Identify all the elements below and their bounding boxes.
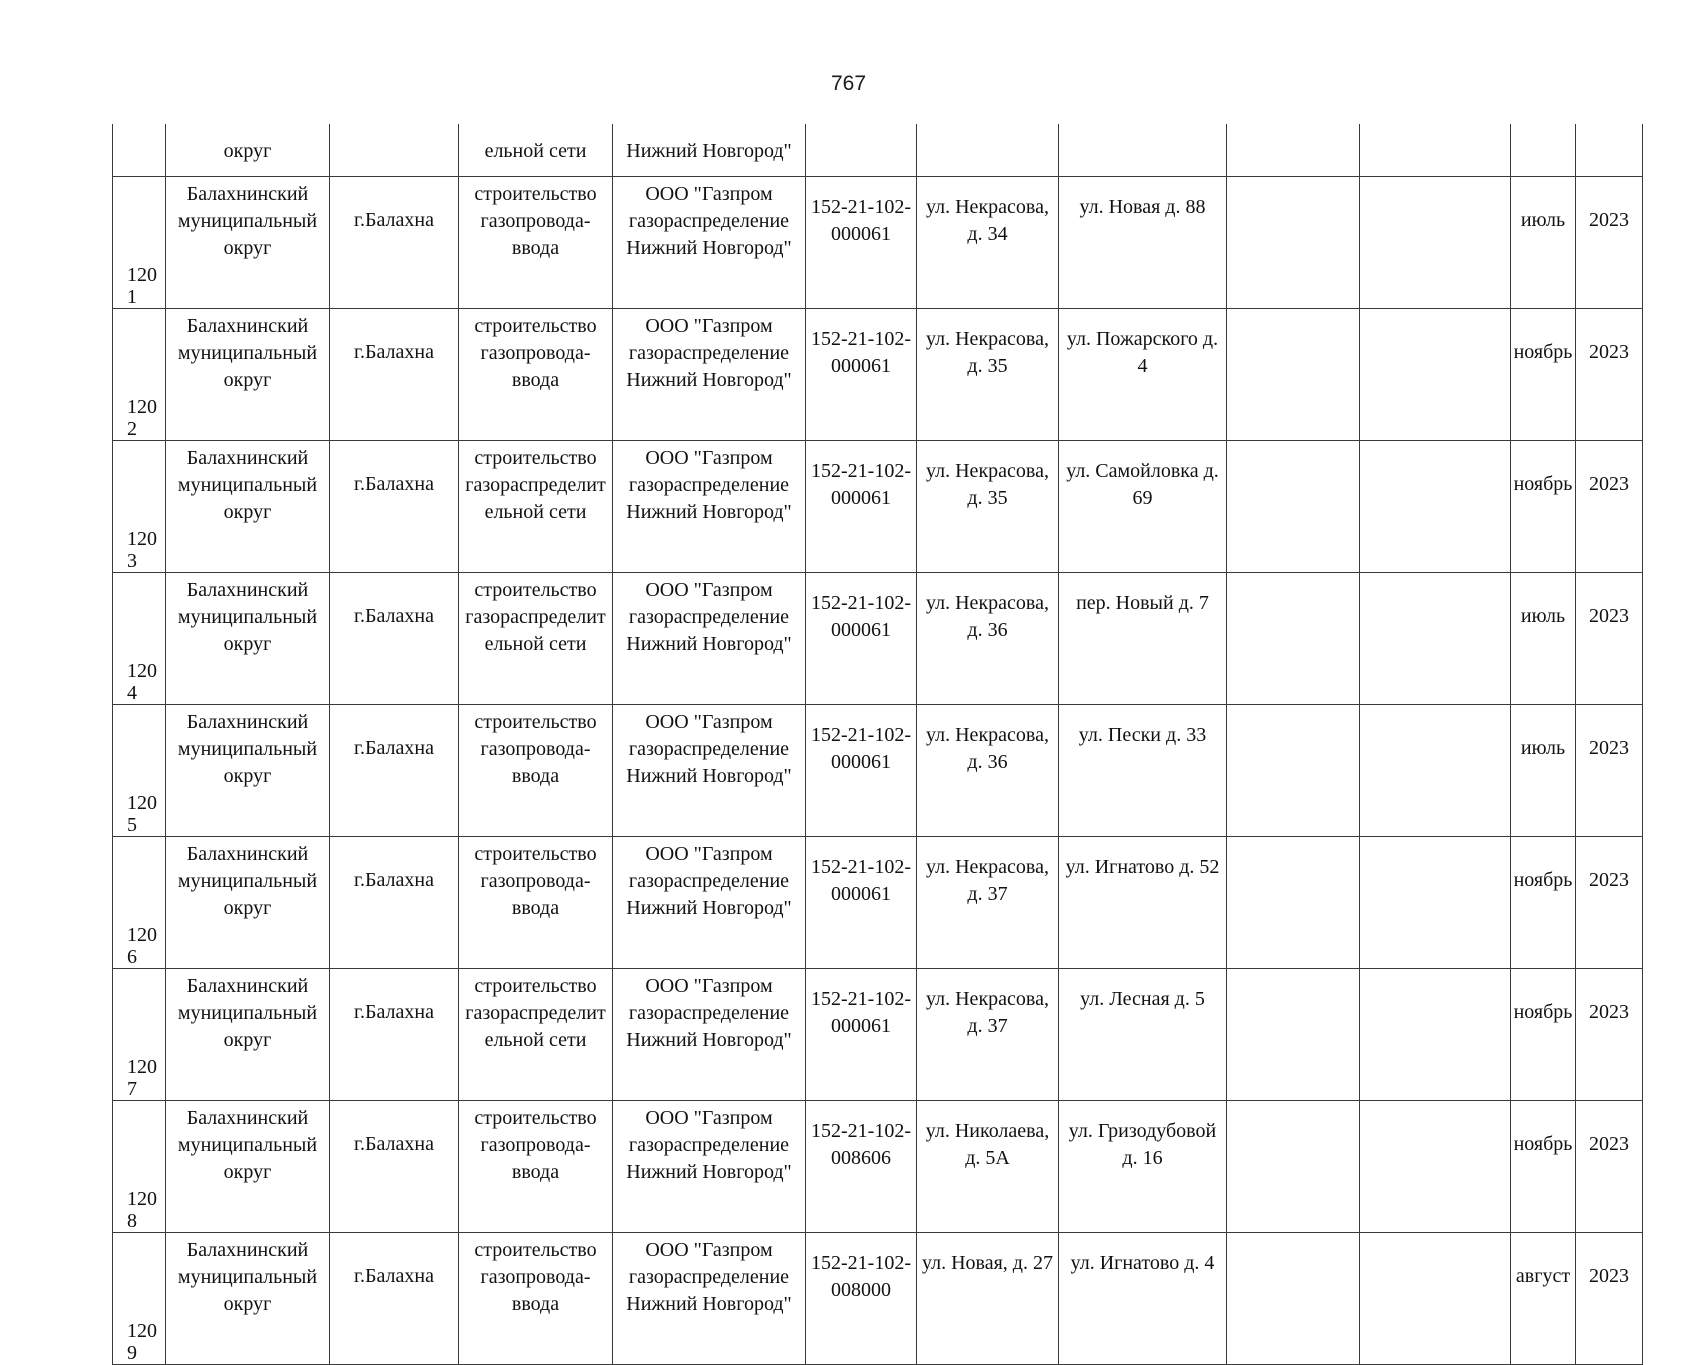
continuation-row	[113, 124, 1643, 177]
row-number-cell: 1207	[113, 969, 166, 1101]
district-cell: Балахнинский муниципальный округ	[166, 1101, 330, 1233]
organization-cell: ООО "Газпром газораспределение Нижний Новгород"	[613, 177, 806, 309]
blank-cell	[1360, 177, 1511, 309]
blank-cell	[1227, 441, 1360, 573]
month-cell: июль	[1511, 705, 1576, 837]
table-row	[113, 837, 1643, 969]
object-code-cell: 152-21-102- 008606	[806, 1101, 917, 1233]
month-cell: ноябрь	[1511, 969, 1576, 1101]
blank-cell	[1360, 1101, 1511, 1233]
continuation-street-to-cell	[1059, 124, 1227, 177]
street-to-cell: ул. Гризодубовой д. 16	[1059, 1101, 1227, 1233]
continuation-month-cell	[1511, 124, 1576, 177]
blank-cell	[1360, 309, 1511, 441]
work-type-cell: строительство газопровода- ввода	[459, 1101, 613, 1233]
blank-cell	[1227, 309, 1360, 441]
object-code-cell: 152-21-102- 008000	[806, 1233, 917, 1365]
continuation-num-cell	[113, 124, 166, 177]
district-cell: Балахнинский муниципальный округ	[166, 573, 330, 705]
work-type-cell: строительство газораспределит ельной сети	[459, 441, 613, 573]
table-row	[113, 573, 1643, 705]
year-cell: 2023	[1576, 177, 1643, 309]
street-from-cell: ул. Некрасова, д. 35	[917, 309, 1059, 441]
page-number: 767	[830, 72, 867, 95]
street-to-cell: ул. Игнатово д. 52	[1059, 837, 1227, 969]
object-code-cell: 152-21-102- 000061	[806, 837, 917, 969]
blank-cell	[1227, 837, 1360, 969]
object-code-cell: 152-21-102- 000061	[806, 969, 917, 1101]
street-from-cell: ул. Некрасова, д. 37	[917, 837, 1059, 969]
year-cell: 2023	[1576, 837, 1643, 969]
organization-cell: ООО "Газпром газораспределение Нижний Новгород"	[613, 705, 806, 837]
year-cell: 2023	[1576, 969, 1643, 1101]
settlement-cell: г.Балахна	[330, 441, 459, 573]
table-row	[113, 309, 1643, 441]
work-type-cell: строительство газораспределит ельной сети	[459, 573, 613, 705]
settlement-cell: г.Балахна	[330, 969, 459, 1101]
month-cell: август	[1511, 1233, 1576, 1365]
year-cell: 2023	[1576, 1101, 1643, 1233]
work-type-cell: строительство газопровода- ввода	[459, 705, 613, 837]
object-code-cell: 152-21-102- 000061	[806, 177, 917, 309]
object-code-cell: 152-21-102- 000061	[806, 441, 917, 573]
district-cell: Балахнинский муниципальный округ	[166, 441, 330, 573]
blank-cell	[1360, 969, 1511, 1101]
blank-cell	[1360, 1233, 1511, 1365]
continuation-blank-cell	[1227, 124, 1360, 177]
table-body	[113, 124, 1643, 1365]
year-cell: 2023	[1576, 573, 1643, 705]
blank-cell	[1227, 1101, 1360, 1233]
continuation-work-type-cell: ельной сети	[459, 124, 613, 177]
settlement-cell: г.Балахна	[330, 1101, 459, 1233]
organization-cell: ООО "Газпром газораспределение Нижний Новгород"	[613, 309, 806, 441]
street-from-cell: ул. Некрасова, д. 36	[917, 705, 1059, 837]
organization-cell: ООО "Газпром газораспределение Нижний Новгород"	[613, 837, 806, 969]
street-from-cell: ул. Некрасова, д. 37	[917, 969, 1059, 1101]
continuation-blank-cell	[1360, 124, 1511, 177]
table-row	[113, 441, 1643, 573]
settlement-cell: г.Балахна	[330, 309, 459, 441]
table-row	[113, 969, 1643, 1101]
row-number-cell: 1203	[113, 441, 166, 573]
street-from-cell: ул. Новая, д. 27	[917, 1233, 1059, 1365]
street-from-cell: ул. Николаева, д. 5А	[917, 1101, 1059, 1233]
work-type-cell: строительство газопровода- ввода	[459, 309, 613, 441]
blank-cell	[1360, 573, 1511, 705]
year-cell: 2023	[1576, 441, 1643, 573]
month-cell: июль	[1511, 177, 1576, 309]
table-row	[113, 1233, 1643, 1365]
month-cell: ноябрь	[1511, 309, 1576, 441]
row-number-cell: 1204	[113, 573, 166, 705]
object-code-cell: 152-21-102- 000061	[806, 705, 917, 837]
blank-cell	[1360, 441, 1511, 573]
continuation-year-cell	[1576, 124, 1643, 177]
row-number-cell: 1205	[113, 705, 166, 837]
street-from-cell: ул. Некрасова, д. 36	[917, 573, 1059, 705]
blank-cell	[1227, 177, 1360, 309]
work-type-cell: строительство газопровода- ввода	[459, 1233, 613, 1365]
table-row	[113, 177, 1643, 309]
blank-cell	[1227, 705, 1360, 837]
settlement-cell: г.Балахна	[330, 837, 459, 969]
settlement-cell: г.Балахна	[330, 1233, 459, 1365]
object-code-cell: 152-21-102- 000061	[806, 309, 917, 441]
organization-cell: ООО "Газпром газораспределение Нижний Новгород"	[613, 573, 806, 705]
district-cell: Балахнинский муниципальный округ	[166, 837, 330, 969]
district-cell: Балахнинский муниципальный округ	[166, 309, 330, 441]
street-to-cell: ул. Самойловка д. 69	[1059, 441, 1227, 573]
street-to-cell: ул. Игнатово д. 4	[1059, 1233, 1227, 1365]
blank-cell	[1227, 573, 1360, 705]
year-cell: 2023	[1576, 705, 1643, 837]
street-to-cell: ул. Новая д. 88	[1059, 177, 1227, 309]
continuation-district-cell: округ	[166, 124, 330, 177]
month-cell: июль	[1511, 573, 1576, 705]
row-number-cell: 1208	[113, 1101, 166, 1233]
organization-cell: ООО "Газпром газораспределение Нижний Новгород"	[613, 1233, 806, 1365]
row-number-cell: 1201	[113, 177, 166, 309]
registry-table	[112, 124, 1643, 1365]
continuation-street-from-cell	[917, 124, 1059, 177]
continuation-organization-cell: Нижний Новгород"	[613, 124, 806, 177]
month-cell: ноябрь	[1511, 441, 1576, 573]
row-number-cell: 1206	[113, 837, 166, 969]
year-cell: 2023	[1576, 309, 1643, 441]
district-cell: Балахнинский муниципальный округ	[166, 177, 330, 309]
organization-cell: ООО "Газпром газораспределение Нижний Новгород"	[613, 969, 806, 1101]
work-type-cell: строительство газопровода- ввода	[459, 837, 613, 969]
organization-cell: ООО "Газпром газораспределение Нижний Новгород"	[613, 441, 806, 573]
row-number-cell: 1209	[113, 1233, 166, 1365]
year-cell: 2023	[1576, 1233, 1643, 1365]
street-from-cell: ул. Некрасова, д. 35	[917, 441, 1059, 573]
organization-cell: ООО "Газпром газораспределение Нижний Новгород"	[613, 1101, 806, 1233]
continuation-code-cell	[806, 124, 917, 177]
row-number-cell: 1202	[113, 309, 166, 441]
work-type-cell: строительство газораспределит ельной сети	[459, 969, 613, 1101]
settlement-cell: г.Балахна	[330, 177, 459, 309]
blank-cell	[1360, 837, 1511, 969]
blank-cell	[1227, 1233, 1360, 1365]
month-cell: ноябрь	[1511, 1101, 1576, 1233]
street-to-cell: ул. Лесная д. 5	[1059, 969, 1227, 1101]
blank-cell	[1227, 969, 1360, 1101]
street-to-cell: ул. Пески д. 33	[1059, 705, 1227, 837]
street-from-cell: ул. Некрасова, д. 34	[917, 177, 1059, 309]
district-cell: Балахнинский муниципальный округ	[166, 969, 330, 1101]
district-cell: Балахнинский муниципальный округ	[166, 705, 330, 837]
blank-cell	[1360, 705, 1511, 837]
object-code-cell: 152-21-102- 000061	[806, 573, 917, 705]
table-row	[113, 705, 1643, 837]
settlement-cell: г.Балахна	[330, 573, 459, 705]
street-to-cell: пер. Новый д. 7	[1059, 573, 1227, 705]
street-to-cell: ул. Пожарского д. 4	[1059, 309, 1227, 441]
table-row	[113, 1101, 1643, 1233]
district-cell: Балахнинский муниципальный округ	[166, 1233, 330, 1365]
settlement-cell: г.Балахна	[330, 705, 459, 837]
month-cell: ноябрь	[1511, 837, 1576, 969]
continuation-settlement-cell	[330, 124, 459, 177]
work-type-cell: строительство газопровода- ввода	[459, 177, 613, 309]
